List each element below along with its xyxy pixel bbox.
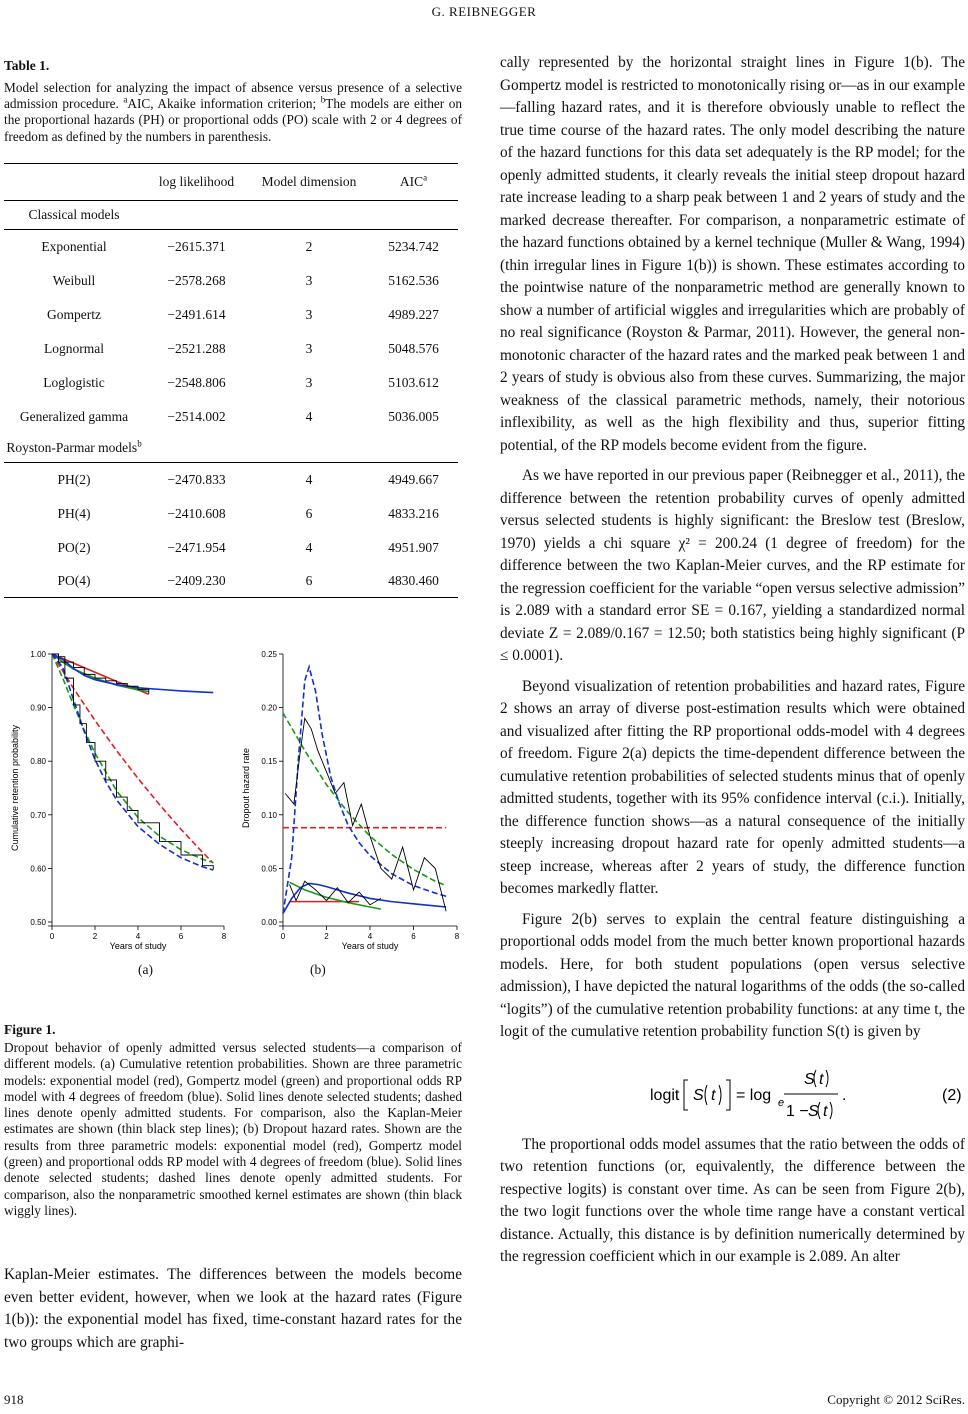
paragraph: Beyond visualization of retention probabilities and hazard rates, Figure 2 shows an array of diverse post-estimation results which were obtained and visualized after fitting the RP proportional odds-model with 4 degrees of freedom. Figure 2(a) depicts the time-dependent difference between the cumulative retention probabilities of selected students minus that of openly admitted students, together with its 95% confidence interval (c.i.). Initially, the difference function shows—as a natural consequence of the initially steeply increasing dropout hazard rate for openly admitted students—a steep increase, whereas after 2 years of study, the difference function becomes markedly flatter. (500, 677, 965, 897)
equation-number: (2) (942, 1086, 962, 1104)
x-axis-label: Years of study (341, 941, 399, 951)
y-tick-label: 0.25 (261, 650, 277, 659)
section-label-text: Royston-Parmar models (6, 439, 138, 455)
table-cell-aic: 4833.216 (388, 505, 439, 521)
y-tick-label: 0.05 (261, 864, 277, 874)
table-cell-dim: 4 (305, 539, 313, 555)
table-row (4, 400, 458, 434)
table-cell-dim: 3 (305, 306, 313, 322)
svg-text:1 −: 1 − (786, 1102, 809, 1120)
series-line (283, 713, 446, 886)
table-row (4, 565, 458, 598)
table-cell-model: PO(4) (4, 565, 144, 598)
rp-rows (4, 462, 458, 597)
y-tick-label: 0.00 (261, 918, 277, 927)
table-row (4, 298, 458, 332)
table-section-row (4, 434, 458, 463)
x-tick-label: 0 (280, 932, 286, 941)
equation-2 (500, 1058, 965, 1128)
table-cell-ll: −2615.371 (167, 238, 226, 254)
y-axis-label: Dropout hazard rate (241, 747, 251, 829)
table-cell-model: Exponential (41, 238, 107, 254)
table-cell-model: Generalized gamma (19, 408, 129, 424)
svg-text:S: S (804, 1070, 815, 1088)
table-cell-model: PH(2) (57, 471, 91, 487)
table-cell-ll: −2409.230 (144, 565, 249, 598)
x-tick-label: 2 (324, 932, 329, 941)
table-cell-dim: 6 (249, 565, 369, 598)
table-caption-sup-a: a (123, 94, 128, 105)
x-tick-label: 4 (367, 932, 373, 941)
table-row (4, 264, 458, 298)
svg-text:e: e (778, 1096, 785, 1109)
y-tick-label: 0.80 (30, 757, 46, 767)
table-header-cell: Model dimension (249, 163, 369, 200)
series-line (52, 654, 213, 863)
table-row (4, 229, 458, 264)
svg-text:S: S (808, 1102, 819, 1120)
running-head: G. REIBNEGGER (431, 4, 537, 19)
section-label: Classical models (4, 200, 144, 229)
table-caption-part-b: AIC, Akaike information criterion; (127, 96, 321, 112)
table-cell-aic: 4989.227 (388, 306, 439, 322)
table-title: Table 1. (4, 58, 50, 73)
x-tick-label: 6 (411, 932, 416, 941)
svg-text:t: t (819, 1070, 824, 1088)
svg-text:logit: logit (650, 1086, 680, 1104)
paragraph: As we have reported in our previous paper (Reibnegger et al., 2011), the difference between the retention probability curves of openly admitted versus selected students is highly significant: the Breslow test (Breslow, 1970) yields a chi square χ² = 200.24 (1 degree of freedom) for the difference between the two Kaplan-Meier curves, and the RP estimate for the regression coefficient for the variable “open versus selective admission” is 2.089 with a standard error SE = 0.167, yielding a standardized normal deviate Z = 2.089/0.167 = 12.50; both statistics being highly significant (P ≤ 0.0001). (500, 467, 965, 664)
table-cell-model: Loglogistic (43, 374, 105, 390)
table-cell-ll: −2470.833 (167, 471, 226, 487)
svg-text:= log: = log (736, 1086, 772, 1104)
y-tick-label: 0.10 (261, 810, 277, 820)
logit-equation (500, 1058, 965, 1128)
series-line (52, 654, 213, 693)
x-axis-label: Years of study (109, 941, 167, 951)
table-cell-dim: 3 (305, 272, 313, 288)
figure-caption-title: Figure 1. (4, 1022, 56, 1037)
table-cell-aic: 5234.742 (388, 238, 439, 254)
right-column (500, 52, 965, 1269)
table-cell-aic: 5048.576 (388, 340, 439, 356)
y-tick-label: 0.60 (30, 864, 46, 874)
table-cell-dim: 2 (305, 238, 313, 254)
table-header-cell: log likelihood (144, 163, 249, 200)
y-tick-label: 0.70 (30, 810, 46, 820)
table-row (4, 497, 458, 531)
table-cell-ll: −2491.614 (167, 306, 226, 322)
table-cell-dim: 4 (305, 471, 313, 487)
table-cell-dim: 3 (305, 340, 313, 356)
table-caption (4, 80, 462, 145)
table-cell-ll: −2410.608 (167, 505, 226, 521)
x-tick-label: 4 (135, 932, 141, 941)
table-block (4, 58, 462, 598)
table-caption-part-c: The models are either on the proportional hazards (PH) or proportional odds (PO) scale with 2 or 4 degrees of freedom as defined by the numbers in parenthesis. (4, 96, 462, 144)
panel-a-label: (a) (138, 962, 153, 977)
table-cell-ll: −2548.806 (167, 374, 226, 390)
table-section-row (4, 200, 458, 229)
table-header-cell (4, 163, 144, 200)
table-cell-model: PH(4) (57, 505, 91, 521)
table-row (4, 366, 458, 400)
figure-caption: Dropout behavior of openly admitted versus selected students—a comparison of different models. (a) Cumulative retention probabilities. Shown are three parametric models: exponential model (red), Gompertz model (green) and proportional odds RP model with 4 degrees of freedom (blue). Solid lines denote selected students; dashed lines denote openly admitted students. For comparison, also the Kaplan-Meier estimates are shown (thin black step lines); (b) Dropout hazard rates. Shown are the results from three parametric models: exponential model (red), Gompertz model (green) and proportional odds RP model with 4 degrees of freedom (blue). Solid lines denote selected students; dashed lines denote openly admitted students. For comparison, also the nonparametric smoothed kernel estimates are shown (thin black wiggly lines). (4, 1040, 462, 1218)
x-tick-label: 2 (92, 932, 98, 941)
table-caption-part-a: Model selection for analyzing the impact of absence versus presence of a selective admission procedure. (4, 80, 462, 112)
table-row (4, 332, 458, 366)
table-cell-aic: 5162.536 (388, 272, 439, 288)
table-cell-aic: 5103.612 (388, 374, 439, 390)
section-label (4, 434, 144, 463)
table-header-cell (369, 163, 458, 200)
svg-text:.: . (842, 1086, 847, 1104)
table-cell-aic: 4830.460 (369, 565, 458, 598)
table-cell-ll: −2471.954 (167, 539, 226, 555)
table-caption-sup-b: b (320, 94, 326, 105)
table-cell-model: Lognormal (44, 340, 104, 356)
table-cell-dim: 3 (305, 374, 313, 390)
table-cell-aic: 5036.005 (388, 408, 439, 424)
x-tick-label: 8 (454, 932, 460, 941)
paragraph: The proportional odds model assumes that the ratio between the odds of two retention functions (or, equivalently, the difference between the respective logits) is constant over time. As can be seen from Figure 2(b), the two logit functions over the whole time range have a constant vertical distance. Actually, this distance is by definition numerically determined by the regression coefficient which in our example is 2.089. An alter (500, 1135, 965, 1265)
table-cell-model: PO(2) (57, 539, 91, 555)
aic-header-sup: a (423, 172, 428, 183)
x-tick-label: 0 (49, 932, 55, 941)
x-tick-label: 6 (178, 932, 184, 941)
y-tick-label: 0.90 (30, 703, 46, 713)
series-line (285, 718, 446, 911)
svg-text:t: t (823, 1102, 828, 1120)
series-line (52, 654, 213, 863)
table-cell-aic: 4951.907 (388, 539, 439, 555)
classical-rows (4, 229, 458, 434)
y-axis-label: Cumulative retention probability (10, 724, 20, 852)
panel-b-label: (b) (310, 962, 326, 977)
y-tick-label: 0.50 (30, 918, 46, 927)
paragraph: cally represented by the horizontal straight lines in Figure 1(b). The Gompertz model is restricted to monotonically rising or—as in our example—falling hazard rates, and it is therefore obviously unable to reflect the true time course of the hazard rates. The only model describing the nature of the hazard functions for this data set adequately is the RP model; for the openly admitted students, it clearly reveals the initial steep dropout hazard rate increase leading to a sharp peak between 1 and 2 years of study and the marked decrease thereafter. For comparison, a nonparametric estimate of the hazard functions obtained by a kernel technique (Muller & Wang, 1994) (thin irregular lines in Figure 1(b)) is shown. These estimates according to the pointwise nature of the nonparametric method are generally known to show a number of artificial wiggles and irregularities which are probably of no real significance (Royston & Parmar, 2011). However, the general non-monotonic character of the hazard rates and the marked peak between 1 and 2 years of study is obvious also from these curves. Summarizing, the major weakness of the classical parametric methods, namely, their notorious inflexibility, as well as the high flexibility and thus, superior fitting potential, of the RP models become evident from the figure. (500, 54, 965, 454)
aic-header-text: AIC (399, 173, 424, 189)
table-cell-ll: −2521.288 (167, 340, 226, 356)
section-label-sup: b (137, 438, 142, 449)
x-tick-label: 8 (221, 932, 227, 941)
svg-text:t: t (711, 1086, 716, 1104)
table-cell-model: Gompertz (47, 306, 101, 322)
table-cell-dim: 6 (305, 505, 313, 521)
svg-text:S: S (693, 1086, 704, 1104)
table-header-row (4, 163, 458, 200)
table-cell-ll: −2514.002 (167, 408, 226, 424)
table-cell-ll: −2578.268 (167, 272, 226, 288)
y-tick-label: 0.20 (261, 703, 277, 713)
paragraph: Figure 2(b) serves to explain the central feature distinguishing a proportional odds model from the much better known proportional hazards models. Here, for both student populations (open versus selective admission), I have depicted the natural logarithms of the odds (the so-called “logits”) of the cumulative retention probability functions: at any time t, the logit of the cumulative retention probability function S(t) is given by (500, 910, 965, 1040)
figure-1-chart (4, 640, 462, 980)
y-tick-label: 1.00 (30, 650, 46, 659)
model-selection-table (4, 163, 458, 598)
table-row (4, 531, 458, 565)
series-line (283, 667, 446, 914)
table-cell-aic: 4949.667 (388, 471, 439, 487)
copyright-notice: Copyright © 2012 SciRes. (827, 1392, 965, 1407)
page-number: 918 (4, 1392, 24, 1407)
figure-1 (4, 640, 462, 980)
table-cell-dim: 4 (305, 408, 313, 424)
table-cell-model: Weibull (52, 272, 96, 288)
y-tick-label: 0.15 (261, 757, 277, 767)
left-body-text: Kaplan-Meier estimates. The differences between the models become even better evident, however, when we look at the hazard rates (Figure 1(b)): the exponential model has fixed, time-constant hazard rates for the two groups which are graphi- (4, 1266, 462, 1351)
table-row (4, 462, 458, 497)
